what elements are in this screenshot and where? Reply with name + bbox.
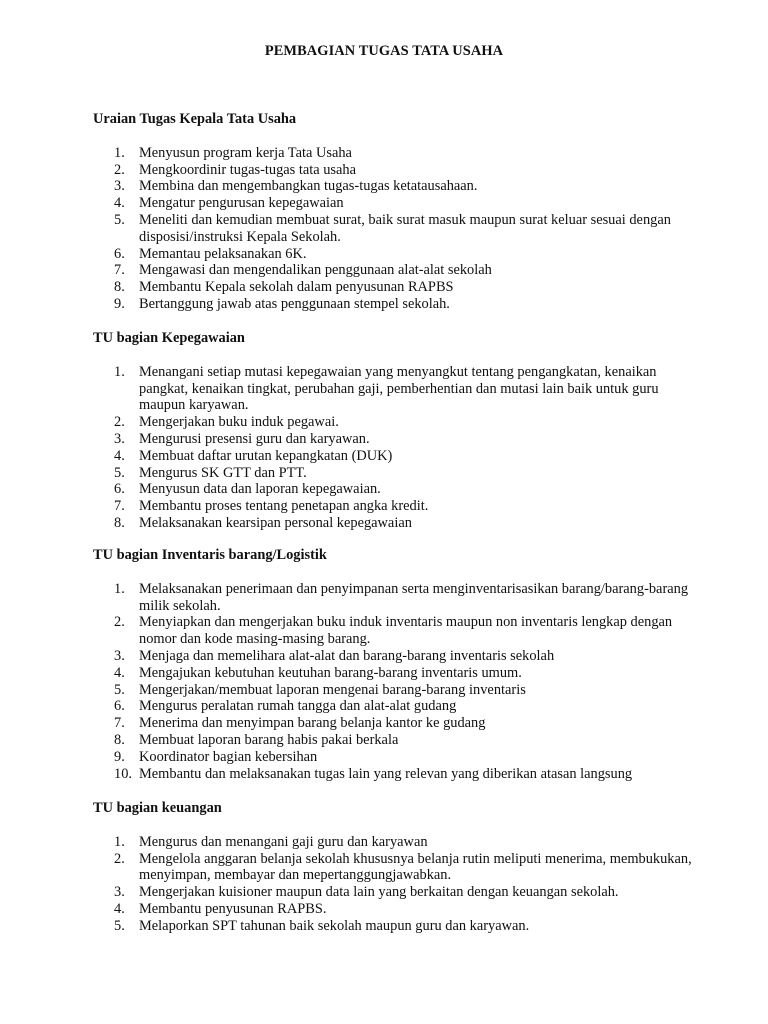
item-text: Mengerjakan/membuat laporan mengenai barang-barang inventaris <box>139 681 526 698</box>
item-number: 9. <box>114 748 125 765</box>
list-item <box>93 465 693 482</box>
page-title: PEMBAGIAN TUGAS TATA USAHA <box>264 43 504 59</box>
list-item <box>93 162 693 179</box>
item-text: Membuat daftar urutan kepangkatan (DUK) <box>139 447 393 464</box>
item-number: 5. <box>114 917 125 934</box>
item-text: Mengurusi presensi guru dan karyawan. <box>139 430 370 447</box>
list-item <box>93 296 693 313</box>
item-text: Mengerjakan kuisioner maupun data lain yang berkaitan dengan keuangan sekolah. <box>139 884 619 901</box>
item-number: 2. <box>114 614 125 631</box>
item-text: Melaporkan SPT tahunan baik sekolah maupun guru dan karyawan. <box>139 917 530 934</box>
list-item <box>93 515 693 532</box>
list-item <box>93 749 693 766</box>
item-text: Menerima dan menyimpan barang belanja kantor ke gudang <box>139 715 486 732</box>
list-item <box>93 581 693 615</box>
list-item <box>93 279 693 296</box>
item-text: Mengurus SK GTT dan PTT. <box>139 464 307 481</box>
item-number: 8. <box>114 514 125 531</box>
item-text: Mengkoordinir tugas-tugas tata usaha <box>139 161 357 178</box>
item-text: Melaksanakan penerimaan dan penyimpanan serta menginventarisasikan barang/barang-barang milik sekolah. <box>139 580 689 614</box>
item-number: 4. <box>114 447 125 464</box>
item-number: 3. <box>114 178 125 195</box>
list-item <box>93 665 693 682</box>
list-item <box>93 145 693 162</box>
section-heading: Uraian Tugas Kepala Tata Usaha <box>93 111 297 127</box>
section-inventaris-logistik <box>93 547 693 782</box>
item-number: 7. <box>114 498 125 515</box>
section-kepegawaian <box>93 330 693 532</box>
item-text: Menyusun data dan laporan kepegawaian. <box>139 481 381 498</box>
item-number: 2. <box>114 850 125 867</box>
list-item <box>93 431 693 448</box>
item-number: 5. <box>114 681 125 698</box>
list-item <box>93 195 693 212</box>
item-text: Mengelola anggaran belanja sekolah khususnya belanja rutin meliputi menerima, membukukan, menyimpan, membayar dan mepertanggungjawabkan. <box>139 850 692 884</box>
item-number: 6. <box>114 481 125 498</box>
task-list <box>93 834 693 935</box>
list-item <box>93 178 693 195</box>
list-item <box>93 698 693 715</box>
list-item <box>93 682 693 699</box>
list-item <box>93 766 693 783</box>
list-item <box>93 498 693 515</box>
item-text: Mengatur pengurusan kepegawaian <box>139 195 344 212</box>
item-text: Membantu proses tentang penetapan angka kredit. <box>139 498 429 515</box>
section-kepala-tata-usaha <box>93 111 693 313</box>
item-text: Meneliti dan kemudian membuat surat, baik surat masuk maupun surat keluar sesuai dengan disposisi/instruksi Kepala Sekolah. <box>139 211 671 245</box>
item-text: Menyiapkan dan mengerjakan buku induk inventaris maupun non inventaris lengkap dengan nomor dan kode masing-masing barang. <box>139 614 673 648</box>
list-item <box>93 715 693 732</box>
item-number: 1. <box>114 363 125 380</box>
item-text: Membantu penyusunan RAPBS. <box>139 900 327 917</box>
task-list <box>93 364 693 532</box>
item-text: Bertanggung jawab atas penggunaan stempel sekolah. <box>139 295 450 312</box>
item-number: 8. <box>114 731 125 748</box>
item-text: Menjaga dan memelihara alat-alat dan barang-barang inventaris sekolah <box>139 647 555 664</box>
item-number: 3. <box>114 647 125 664</box>
item-number: 3. <box>114 430 125 447</box>
list-item <box>93 648 693 665</box>
item-text: Koordinator bagian kebersihan <box>139 748 318 765</box>
list-item <box>93 364 693 414</box>
list-item <box>93 212 693 246</box>
section-keuangan <box>93 800 693 935</box>
list-item <box>93 262 693 279</box>
section-heading: TU bagian keuangan <box>93 800 222 816</box>
item-number: 7. <box>114 262 125 279</box>
item-number: 1. <box>114 580 125 597</box>
item-number: 4. <box>114 900 125 917</box>
list-item <box>93 918 693 935</box>
item-number: 2. <box>114 414 125 431</box>
list-item <box>93 732 693 749</box>
item-text: Mengajukan kebutuhan keutuhan barang-barang inventaris umum. <box>139 664 522 681</box>
task-list <box>93 145 693 313</box>
item-text: Melaksanakan kearsipan personal kepegawaian <box>139 514 412 531</box>
item-text: Membuat laporan barang habis pakai berkala <box>139 731 399 748</box>
item-text: Mengurus dan menangani gaji guru dan karyawan <box>139 833 428 850</box>
item-number: 7. <box>114 715 125 732</box>
item-text: Membantu Kepala sekolah dalam penyusunan RAPBS <box>139 279 454 296</box>
section-heading: TU bagian Inventaris barang/Logistik <box>93 547 327 563</box>
list-item <box>93 414 693 431</box>
list-item <box>93 448 693 465</box>
item-number: 8. <box>114 279 125 296</box>
item-text: Mengawasi dan mengendalikan penggunaan alat-alat sekolah <box>139 262 492 279</box>
item-number: 10. <box>114 765 132 782</box>
list-item <box>93 901 693 918</box>
item-text: Membina dan mengembangkan tugas-tugas ketatausahaan. <box>139 178 478 195</box>
item-text: Membantu dan melaksanakan tugas lain yang relevan yang diberikan atasan langsung <box>139 765 633 782</box>
list-item <box>93 851 693 885</box>
task-list <box>93 581 693 783</box>
item-number: 2. <box>114 161 125 178</box>
item-number: 4. <box>114 664 125 681</box>
item-text: Menangani setiap mutasi kepegawaian yang menyangkut tentang pengangkatan, kenaikan pangkat, kenaikan tingkat, perubahan gaji, pemberhentian dan mutasi lain baik untuk guru maupun karyawan. <box>139 363 659 414</box>
item-number: 5. <box>114 211 125 228</box>
item-number: 9. <box>114 295 125 312</box>
item-number: 1. <box>114 833 125 850</box>
list-item <box>93 246 693 263</box>
item-text: Mengerjakan buku induk pegawai. <box>139 414 339 431</box>
item-text: Mengurus peralatan rumah tangga dan alat-alat gudang <box>139 698 457 715</box>
item-number: 3. <box>114 884 125 901</box>
item-text: Memantau pelaksanakan 6K. <box>139 245 307 262</box>
item-number: 5. <box>114 464 125 481</box>
item-number: 4. <box>114 195 125 212</box>
list-item <box>93 834 693 851</box>
item-number: 1. <box>114 144 125 161</box>
list-item <box>93 614 693 648</box>
list-item <box>93 481 693 498</box>
item-text: Menyusun program kerja Tata Usaha <box>139 144 352 161</box>
item-number: 6. <box>114 245 125 262</box>
item-number: 6. <box>114 698 125 715</box>
list-item <box>93 884 693 901</box>
section-heading: TU bagian Kepegawaian <box>93 330 245 346</box>
